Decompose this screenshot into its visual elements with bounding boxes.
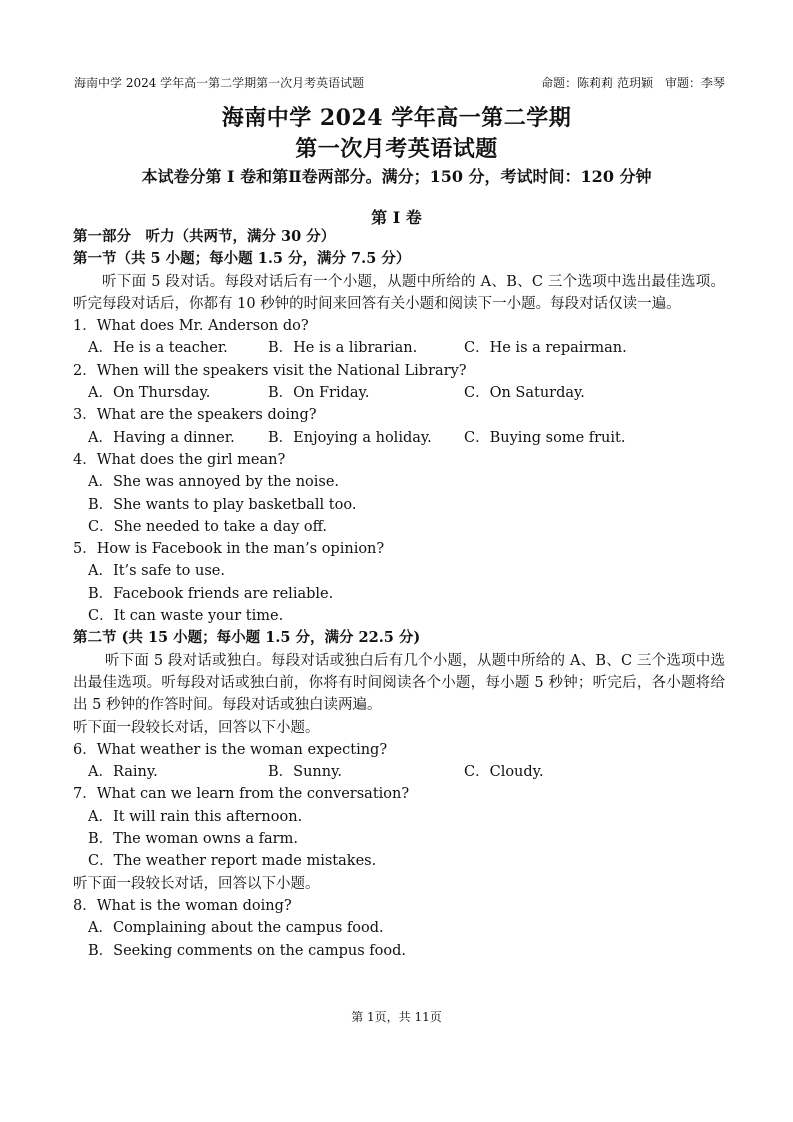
question-stem: 6．What weather is the woman expecting? [73,741,388,758]
page-footer: 第 1页，共 11页 [351,1010,442,1024]
option-a: A．She was annoyed by the noise. [88,474,340,491]
question-stem: 8．What is the woman doing? [73,897,292,914]
exam-subtitle: 本试卷分第 I 卷和第Ⅱ卷两部分。满分；150 分，考试时间：120 分钟 [141,167,652,186]
option-b: B．Seeking comments on the campus food. [88,942,406,959]
option-b: B．The woman owns a farm. [88,831,298,848]
question-stem: 5．How is Facebook in the man’s opinion? [73,541,385,558]
option-b: B．Enjoying a holiday. [268,429,432,446]
option-b: B．Sunny. [268,764,342,781]
option-a: A．Having a dinner. [88,429,235,446]
option-a: A．It will rain this afternoon. [88,808,303,825]
section2-instructions: 听下面 5 段对话或独白。每段对话或独白后有几个小题，从题中所给的 A、B、C 三个选项中选出最佳选项。听每段对话或独白前，你将有时间阅读各个小题，每小题 5 秒钟；听完后，各小题将给出 5 秒钟的作答时间。每段对话或独白读两遍。 [73,652,725,714]
exam-title-line2: 第一次月考英语试题 [295,136,498,162]
option-c: C．He is a repairman. [464,340,627,357]
option-c: C．She needed to take a day off. [88,518,328,535]
question-stem: 1．What does Mr. Anderson do? [73,318,309,335]
question-options [73,761,725,783]
section1-heading: 第一节（共 5 小题；每小题 1.5 分，满分 7.5 分） [73,250,411,268]
dialogue-prompt: 听下面一段较长对话，回答以下小题。 [73,875,320,892]
part1-heading: 第一部分 听力（共两节，满分 30 分） [73,228,336,245]
option-c: C．It can waste your time. [88,608,284,625]
section1-instructions: 听下面 5 段对话。每段对话后有一个小题，从题中所给的 A、B、C 三个选项中选出最佳选项。听完每段对话后，你都有 10 秒钟的时间来回答有关小题和阅读下一小题。每段对话仅读一遍。 [73,273,725,312]
option-c: C．Buying some fruit. [464,429,626,446]
question-options [73,427,725,449]
question-stem: 7．What can we learn from the conversation? [73,786,410,803]
option-c: C．Cloudy. [464,764,544,781]
option-b: B．He is a librarian. [268,340,418,357]
option-c: C．The weather report made mistakes. [88,853,377,870]
question-stem: 4．What does the girl mean? [73,451,286,468]
header-authors: 命题：陈莉莉 范玥颖 审题：李琴 [541,76,725,90]
option-a: A．He is a teacher. [88,340,228,357]
question-stem: 3．What are the speakers doing? [73,407,317,424]
exam-title-line1: 海南中学 2024 学年高一第二学期 [221,105,572,131]
option-b: B．She wants to play basketball too. [88,496,357,513]
section2-heading: 第二节 (共 15 小题；每小题 1.5 分，满分 22.5 分) [73,629,421,647]
dialogue-prompt: 听下面一段较长对话，回答以下小题。 [73,719,320,736]
question-stem: 2．When will the speakers visit the National Library? [73,362,467,379]
volume-heading: 第 I 卷 [371,208,422,227]
exam-content [73,226,725,962]
option-a: A．Complaining about the campus food. [88,920,384,937]
option-b: B．Facebook friends are reliable. [88,585,334,602]
question-options [73,337,725,359]
page-header [74,74,725,92]
option-b: B．On Friday. [268,385,370,402]
question-options [73,382,725,404]
option-a: A．On Thursday. [88,385,211,402]
option-a: A．Rainy. [88,764,158,781]
option-c: C．On Saturday. [464,385,585,402]
header-exam-name: 海南中学 2024 学年高一第二学期第一次月考英语试题 [74,76,365,90]
option-a: A．It’s safe to use. [88,563,225,580]
